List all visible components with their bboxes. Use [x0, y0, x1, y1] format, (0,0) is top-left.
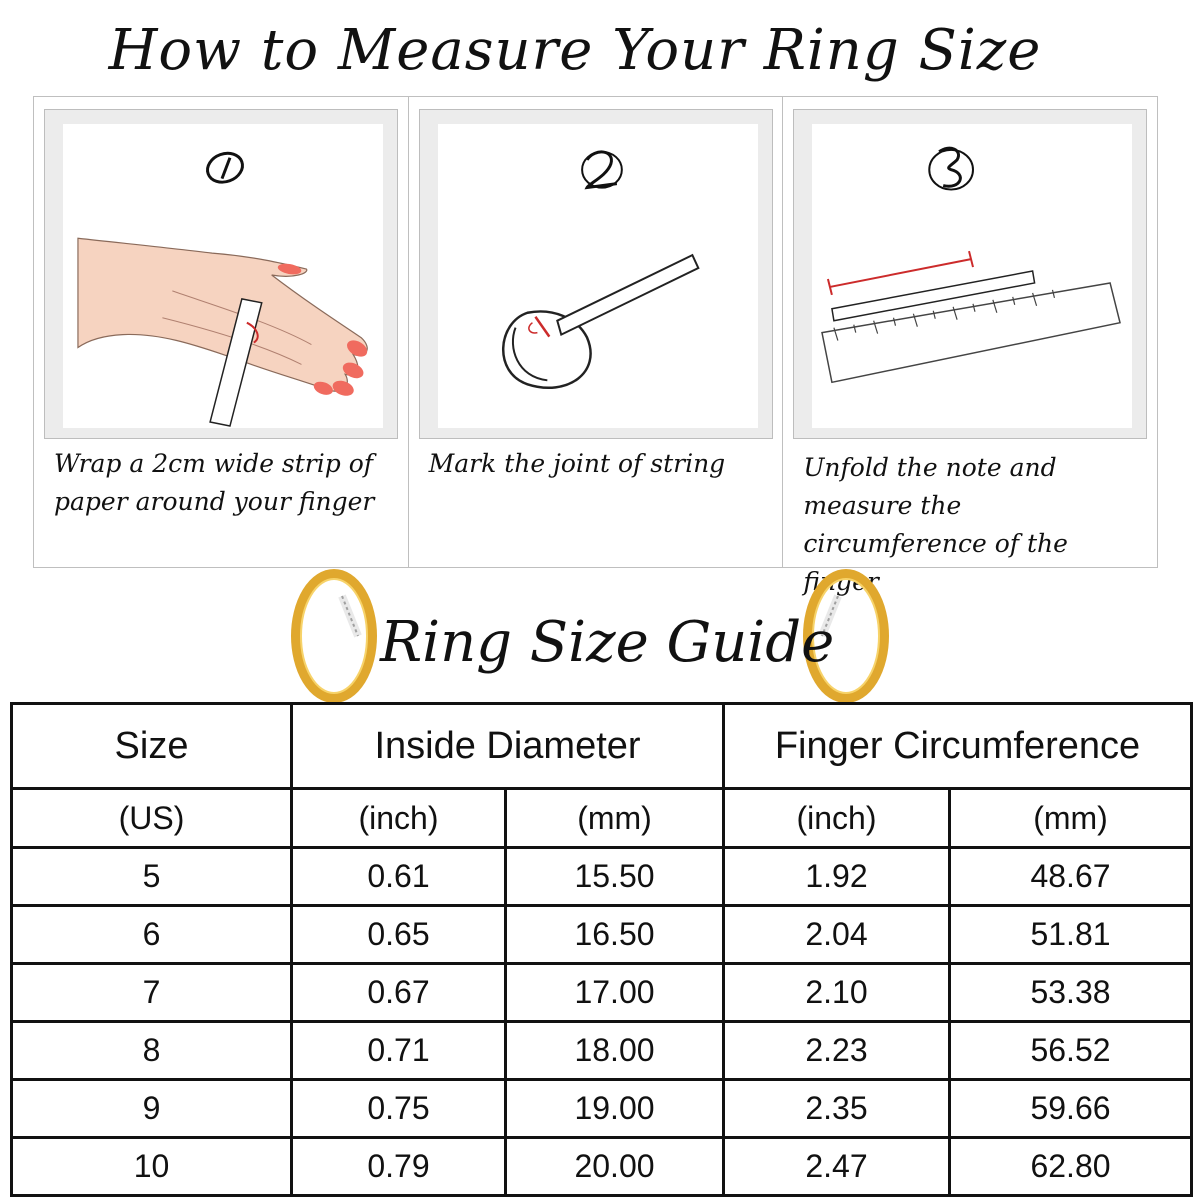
- cell-size: 9: [12, 1080, 292, 1138]
- cell-size: 7: [12, 964, 292, 1022]
- unit-fc-mm: (mm): [950, 789, 1192, 848]
- cell-id-inch: 0.71: [292, 1022, 506, 1080]
- paper-loop-illustration: [438, 124, 758, 428]
- cell-fc-mm: 59.66: [950, 1080, 1192, 1138]
- cell-fc-mm: 53.38: [950, 964, 1192, 1022]
- table-row: [12, 1080, 1192, 1138]
- ruler-icon: [822, 283, 1120, 382]
- cell-size: 6: [12, 906, 292, 964]
- cell-fc-inch: 1.92: [724, 848, 950, 906]
- cell-id-mm: 20.00: [506, 1138, 724, 1196]
- header-inside-diameter: Inside Diameter: [292, 704, 724, 789]
- cell-id-mm: 19.00: [506, 1080, 724, 1138]
- cell-fc-inch: 2.04: [724, 906, 950, 964]
- table-row: [12, 1138, 1192, 1196]
- cell-id-inch: 0.67: [292, 964, 506, 1022]
- unit-fc-inch: (inch): [724, 789, 950, 848]
- step-3-caption: Unfold the note and measure the circumference of the finger: [803, 453, 1068, 596]
- cell-id-inch: 0.79: [292, 1138, 506, 1196]
- cell-id-inch: 0.61: [292, 848, 506, 906]
- cell-fc-mm: 56.52: [950, 1022, 1192, 1080]
- step-2-caption: Mark the joint of string: [428, 449, 726, 478]
- step-3-illustration: [793, 109, 1147, 439]
- cell-fc-mm: 62.80: [950, 1138, 1192, 1196]
- cell-fc-inch: 2.23: [724, 1022, 950, 1080]
- cell-fc-mm: 51.81: [950, 906, 1192, 964]
- step-number-3-icon: [930, 148, 974, 189]
- cell-size: 5: [12, 848, 292, 906]
- cell-fc-inch: 2.10: [724, 964, 950, 1022]
- table-row: [12, 964, 1192, 1022]
- table-row: [12, 1022, 1192, 1080]
- cell-fc-mm: 48.67: [950, 848, 1192, 906]
- step-3: [783, 97, 1157, 596]
- cell-id-inch: 0.65: [292, 906, 506, 964]
- step-number-1-icon: [203, 149, 246, 187]
- ruler-measure-illustration: [812, 124, 1132, 428]
- hand-strip-illustration: [63, 124, 383, 428]
- cell-id-mm: 15.50: [506, 848, 724, 906]
- unit-id-mm: (mm): [506, 789, 724, 848]
- step-2: [409, 97, 784, 567]
- ring-size-guide-title: Ring Size Guide: [380, 610, 835, 675]
- cell-fc-inch: 2.35: [724, 1080, 950, 1138]
- ring-size-table: [10, 702, 1193, 1197]
- step-1-illustration: [44, 109, 398, 439]
- gold-ring-left-icon: [280, 566, 390, 712]
- step-1-caption: Wrap a 2cm wide strip of paper around your finger: [54, 449, 375, 516]
- cell-id-mm: 18.00: [506, 1022, 724, 1080]
- cell-id-mm: 16.50: [506, 906, 724, 964]
- table-row: [12, 906, 1192, 964]
- cell-size: 10: [12, 1138, 292, 1196]
- step-1: [34, 97, 409, 567]
- page-title: How to Measure Your Ring Size: [108, 18, 1042, 83]
- unit-size: (US): [12, 789, 292, 848]
- header-size: Size: [12, 704, 292, 789]
- cell-id-mm: 17.00: [506, 964, 724, 1022]
- cell-size: 8: [12, 1022, 292, 1080]
- header-finger-circumference: Finger Circumference: [724, 704, 1192, 789]
- table-row: [12, 848, 1192, 906]
- step-2-illustration: [419, 109, 773, 439]
- cell-fc-inch: 2.47: [724, 1138, 950, 1196]
- paper-loop-icon: [503, 255, 698, 388]
- step-number-2-icon: [582, 152, 622, 188]
- cell-id-inch: 0.75: [292, 1080, 506, 1138]
- unit-id-inch: (inch): [292, 789, 506, 848]
- measure-steps: [33, 96, 1158, 596]
